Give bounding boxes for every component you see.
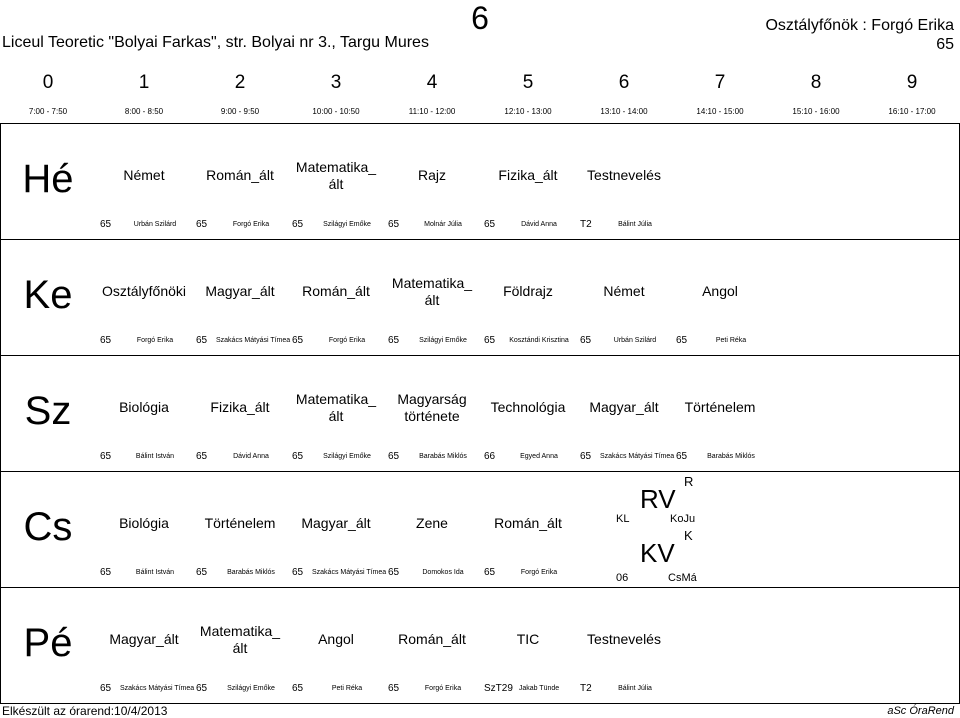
lesson-teacher: Szilágyi Emőke [323,221,371,228]
lesson-teacher: Molnár Júlia [424,221,462,228]
lesson-subject: Magyar_ált [109,631,179,647]
period-time: 13:10 - 14:00 [600,107,648,116]
period-time: 9:00 - 9:50 [220,107,260,116]
lesson-teacher: Szakács Mátyási Tímea [600,453,675,460]
lesson-subject: Magyarság története [397,391,467,424]
lesson-room: 65 [196,451,208,462]
period-time: 7:00 - 7:50 [28,107,68,116]
lesson-subject: Magyar_ált [205,283,275,299]
period-number: 1 [138,72,150,93]
lesson-teacher: Bálint Júlia [618,221,652,228]
school-name: Liceul Teoretic "Bolyai Farkas", str. Bolyai nr 3., Targu Mures [2,34,429,51]
lesson-teacher: Barabás Miklós [707,453,755,460]
lesson-room: 65 [292,451,304,462]
period-time: 15:10 - 16:00 [792,107,840,116]
lesson-subject: Technológia [490,399,566,415]
lesson-teacher: Urbán Szilárd [133,221,177,228]
lesson-teacher: Forgó Erika [424,685,462,692]
split-bottom-group: K [684,528,693,543]
split-top-subject: RV [640,484,676,514]
split-bottom-subject: KV [640,538,675,568]
lesson-subject: Fizika_ált [498,167,558,183]
lesson-room: 65 [580,451,592,462]
day-label: Sz [24,389,72,433]
period-number: 3 [330,72,342,93]
grid-line [0,355,960,356]
period-number: 0 [42,72,54,93]
lesson-subject: Angol [318,631,354,647]
lesson-room: SzT29 [484,683,513,694]
lesson-room: 65 [484,335,496,346]
period-number: 2 [234,72,246,93]
lesson-subject: Román_ált [206,167,274,183]
lesson-subject: Román_ált [494,515,562,531]
split-left-room: KL [616,513,630,525]
lesson-subject: Testnevelés [587,167,661,183]
day-label: Pé [23,621,73,665]
day-label: Hé [22,157,74,201]
lesson-room: 65 [388,683,400,694]
lesson-teacher: Forgó Erika [136,337,174,344]
lesson-subject: Román_ált [302,283,370,299]
split-bottom-teacher: CsMá [668,572,697,584]
lesson-teacher: Dávid Anna [521,221,557,228]
lesson-teacher: Barabás Miklós [227,569,275,576]
headteacher: Osztályfőnök : Forgó Erika [765,17,954,34]
lesson-subject: Német [603,283,645,299]
grid-line [0,471,960,472]
lesson-room: 65 [196,567,208,578]
lesson-room: 65 [292,335,304,346]
lesson-subject: Matematika_ ált [391,275,473,308]
lesson-teacher: Domokos Ida [422,569,464,576]
grid-line [0,587,960,588]
lesson-subject: Német [123,167,165,183]
lesson-teacher: Peti Réka [715,337,747,344]
lesson-room: 65 [196,335,208,346]
lesson-teacher: Barabás Miklós [419,453,467,460]
lesson-room: 66 [484,451,496,462]
grid-line-top [0,123,960,124]
lesson-teacher: Bálint István [135,569,175,576]
period-number: 9 [906,72,918,93]
period-number: 8 [810,72,822,93]
lesson-subject: Fizika_ált [210,399,270,415]
lesson-teacher: Forgó Erika [328,337,366,344]
day-label: Ke [23,273,73,317]
lesson-subject: Földrajz [503,283,553,299]
lesson-teacher: Jakab Tünde [518,685,560,692]
lesson-room: 65 [196,683,208,694]
headteacher-block [765,16,954,54]
period-time: 8:00 - 8:50 [124,107,164,116]
lesson-subject: Matematika_ ált [199,623,281,656]
day-label: Cs [23,505,73,549]
period-time: 12:10 - 13:00 [504,107,552,116]
split-right-teacher: KoJu [670,513,696,525]
generated-date: Elkészült az órarend:10/4/2013 [2,704,168,718]
lesson-subject: Biológia [119,399,169,415]
lesson-teacher: Forgó Erika [232,221,270,228]
lesson-room: 65 [676,451,688,462]
lesson-room: 65 [292,683,304,694]
lesson-subject: TIC [516,631,540,647]
period-time: 16:10 - 17:00 [888,107,936,116]
lesson-room: 65 [388,451,400,462]
class-number: 6 [471,0,489,36]
lesson-subject: Magyar_ált [301,515,371,531]
lesson-room: 65 [292,567,304,578]
lesson-teacher: Kosztándi Krisztina [509,337,569,344]
lesson-room: 65 [388,335,400,346]
lesson-room: 65 [100,219,112,230]
period-time: 14:10 - 15:00 [696,107,744,116]
lesson-room: 65 [676,335,688,346]
period-number: 7 [714,72,726,93]
lesson-teacher: Szilágyi Emőke [419,337,467,344]
period-number: 6 [618,72,630,93]
lesson-teacher: Szakács Mátyási Tímea [120,685,195,692]
lesson-room: 65 [388,219,400,230]
lesson-room: 65 [100,567,112,578]
lesson-room: 65 [100,335,112,346]
lesson-teacher: Bálint István [135,453,175,460]
split-top-group: R [684,474,694,489]
lesson-teacher: Egyed Anna [520,453,558,460]
lesson-room: 65 [388,567,400,578]
lesson-subject: Magyar_ált [589,399,659,415]
lesson-teacher: Peti Réka [331,685,363,692]
lesson-teacher: Forgó Erika [520,569,558,576]
lesson-room: 65 [100,451,112,462]
lesson-subject: Angol [702,283,738,299]
lesson-room: 65 [580,335,592,346]
lesson-subject: Matematika_ ált [295,391,377,424]
lesson-room: T2 [580,683,592,694]
lesson-subject: Testnevelés [587,631,661,647]
split-bottom-room: 06 [616,572,629,584]
lesson-subject: Román_ált [398,631,466,647]
lesson-subject: Matematika_ ált [295,159,377,192]
lesson-room: 65 [292,219,304,230]
split-lesson-cell [612,472,708,586]
lesson-room: 65 [196,219,208,230]
lesson-teacher: Szilágyi Emőke [227,685,275,692]
lesson-subject: Zene [416,515,448,531]
lesson-teacher: Szakács Mátyási Tímea [216,337,291,344]
lesson-subject: Rajz [417,167,446,183]
lesson-teacher: Dávid Anna [233,453,269,460]
lesson-teacher: Bálint Júlia [618,685,652,692]
lesson-teacher: Szakács Mátyási Tímea [312,569,387,576]
lesson-subject: Történelem [204,515,276,531]
lesson-teacher: Urbán Szilárd [613,337,657,344]
lesson-subject: Osztályfőnöki [101,283,187,299]
period-number: 5 [522,72,534,93]
lesson-room: 65 [484,219,496,230]
lesson-subject: Történelem [684,399,756,415]
lesson-room: T2 [580,219,592,230]
lesson-room: 65 [100,683,112,694]
brand-credit: aSc ÓraRend [887,705,954,717]
lesson-teacher: Szilágyi Emőke [323,453,371,460]
lesson-subject: Biológia [119,515,169,531]
period-time: 11:10 - 12:00 [408,107,456,116]
home-room: 65 [936,36,954,53]
period-number: 4 [426,72,438,93]
grid-line [0,239,960,240]
period-time: 10:00 - 10:50 [312,107,360,116]
lesson-room: 65 [484,567,496,578]
